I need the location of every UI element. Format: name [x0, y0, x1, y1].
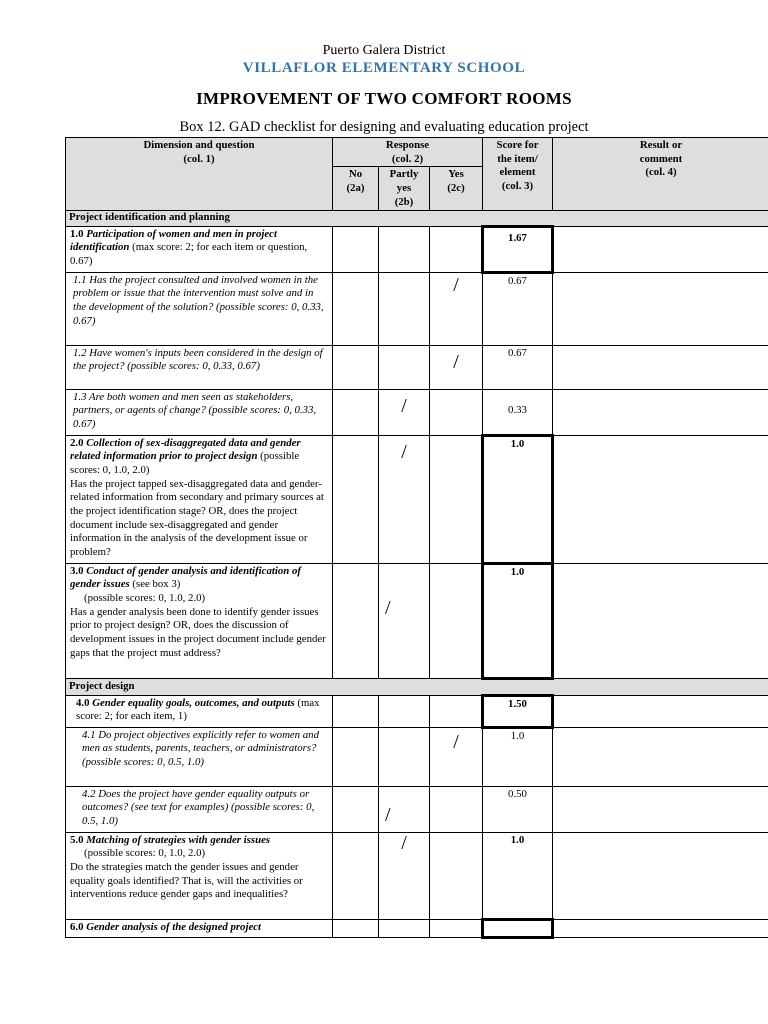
item-4-0: [66, 695, 333, 727]
cell-partly: [379, 832, 430, 919]
cell-no: [333, 226, 379, 272]
gad-checklist-table: [65, 137, 768, 939]
header-score-line1: Score for: [496, 139, 539, 151]
result-cell: [553, 272, 768, 345]
section-identification-planning: Project identification and planning: [66, 210, 768, 226]
item-question: Do the strategies match the gender issues and gender equality goals identified? That is, will the activities or interventions reduce gender gaps and inequalities?: [70, 860, 303, 901]
checklist-caption: Box 12. GAD checklist for designing and evaluating education project: [179, 119, 589, 135]
header-yes-code: (2c): [447, 182, 465, 195]
score-cell: [483, 832, 553, 919]
cell-yes: [430, 727, 483, 786]
item-text: 4.2 Does the project have gender equality outputs or outcomes? (see text for examples) (possible scores: 0, 0.5, 1.0): [82, 787, 315, 827]
cell-no: [333, 832, 379, 919]
check-mark: /: [385, 803, 391, 826]
header-response: [333, 138, 483, 167]
header-score-line3: element: [499, 166, 536, 179]
score-cell: [483, 563, 553, 678]
table-row: [66, 919, 768, 937]
check-mark: /: [453, 730, 459, 753]
cell-no: [333, 727, 379, 786]
item-1-1: [66, 272, 333, 345]
item-4-2: [66, 786, 333, 832]
cell-no: [333, 695, 379, 727]
item-note: (possible scores: 0, 1.0, 2.0): [70, 450, 300, 476]
header-result-line1: Result or: [639, 139, 683, 151]
header-result-code: (col. 4): [645, 166, 677, 179]
score-value: 1.0: [510, 565, 525, 578]
score-cell: [483, 727, 553, 786]
score-value: 1.50: [508, 697, 527, 710]
cell-partly: [379, 435, 430, 563]
cell-no: [333, 272, 379, 345]
score-value: 0.33: [508, 403, 527, 416]
check-mark: /: [401, 440, 407, 463]
score-cell: [483, 435, 553, 563]
cell-yes: [430, 832, 483, 919]
section-row: [66, 210, 768, 226]
score-value: 1.67: [508, 231, 527, 244]
header-partly: [379, 167, 430, 210]
item-6-0: [66, 919, 333, 937]
cell-no: [333, 919, 379, 937]
item-note: (max score: 2; for each item, 1): [76, 696, 320, 723]
cell-partly: [379, 226, 430, 272]
item-question: Has the project tapped sex-disaggregated data and gender-related information from secondary and primary sources at the project identification stage? OR, does the project document include sex-disaggregated and gender information in the analysis of the development issue or problem?: [70, 477, 324, 559]
header-result-line2: comment: [639, 152, 683, 165]
item-1-2: [66, 345, 333, 389]
cell-yes: [430, 919, 483, 937]
score-value: 1.0: [510, 729, 525, 742]
item-number: 2.0: [70, 436, 84, 449]
document-title: IMPROVEMENT OF TWO COMFORT ROOMS: [196, 89, 572, 108]
item-number: 5.0: [70, 833, 84, 846]
cell-partly: [379, 786, 430, 832]
header-score-code: (col. 3): [501, 180, 534, 193]
header-no-code: (2a): [346, 182, 365, 195]
result-cell: [553, 695, 768, 727]
check-mark: /: [401, 394, 407, 417]
header-col1-label: (col. 1): [183, 152, 215, 165]
score-value: 0.67: [508, 274, 527, 287]
score-cell: [483, 919, 553, 937]
table-row: [66, 389, 768, 435]
item-title: Conduct of gender analysis and identification of gender issues: [70, 564, 301, 591]
score-cell: [483, 226, 553, 272]
item-number: 3.0: [70, 564, 84, 577]
section-project-design: Project design: [66, 678, 768, 695]
score-value: 0.50: [508, 787, 527, 800]
cell-partly: [379, 389, 430, 435]
cell-partly: [379, 919, 430, 937]
score-cell: [483, 695, 553, 727]
cell-partly: [379, 272, 430, 345]
item-title: Matching of strategies with gender issues: [86, 833, 271, 846]
score-value: 0.67: [508, 346, 527, 359]
cell-no: [333, 345, 379, 389]
item-note: (see box 3): [132, 578, 181, 591]
item-number: 1.0: [70, 227, 84, 240]
item-1-0: [66, 226, 333, 272]
score-cell: [483, 389, 553, 435]
cell-yes: [430, 226, 483, 272]
check-mark: /: [453, 350, 459, 373]
result-cell: [553, 786, 768, 832]
table-row: [66, 786, 768, 832]
header-partly-code: (2b): [394, 195, 414, 208]
header-yes: [430, 167, 483, 210]
item-text: 4.1 Do project objectives explicitly refer to women and men as students, parents, teachers, or administrators? (possible scores: 0, 0.5, 1.0): [82, 728, 319, 768]
result-cell: [553, 563, 768, 678]
school-name: VILLAFLOR ELEMENTARY SCHOOL: [242, 60, 526, 76]
item-2-0: [66, 435, 333, 563]
header-partly-label2: yes: [396, 182, 412, 195]
result-cell: [553, 226, 768, 272]
result-cell: [553, 389, 768, 435]
score-cell: [483, 786, 553, 832]
header-no-label: No: [348, 168, 363, 181]
cell-yes: [430, 435, 483, 563]
check-mark: /: [453, 273, 459, 296]
header-dimension-label: Dimension and question: [143, 139, 255, 151]
item-text: 1.1 Has the project consulted and involved women in the problem or issue that the intervention must solve and in the development of the solution? (possible scores: 0, 0.33, 0.67): [73, 273, 324, 327]
result-cell: [553, 727, 768, 786]
cell-no: [333, 389, 379, 435]
header-yes-label: Yes: [448, 168, 464, 181]
item-1-3: [66, 389, 333, 435]
cell-partly: [379, 727, 430, 786]
table-row: [66, 832, 768, 919]
header-result: [553, 138, 768, 211]
table-row: [66, 695, 768, 727]
item-title: Gender equality goals, outcomes, and outputs: [92, 696, 295, 709]
header-response-label: Response: [385, 139, 430, 151]
item-text: 1.3 Are both women and men seen as stakeholders, partners, or agents of change? (possible scores: 0, 0.33, 0.67): [73, 390, 317, 430]
table-row: [66, 226, 768, 272]
table-header-row: [66, 138, 768, 167]
cell-partly: [379, 563, 430, 678]
check-mark: /: [385, 596, 391, 619]
cell-yes: [430, 786, 483, 832]
check-mark: /: [401, 831, 407, 854]
cell-yes: [430, 695, 483, 727]
item-note-scores: (possible scores: 0, 1.0, 2.0): [84, 591, 206, 604]
header-dimension: [66, 138, 333, 211]
score-value: 1.0: [510, 833, 525, 846]
item-title: Participation of women and men in project identification: [70, 227, 277, 254]
item-note: (max score: 2; for each item or question, 0.67): [70, 241, 308, 267]
item-text: 1.2 Have women's inputs been considered in the design of the project? (possible scores: 0, 0.33, 0.67): [73, 346, 323, 373]
district-name: Puerto Galera District: [322, 43, 446, 58]
header-partly-label: Partly: [389, 168, 419, 181]
item-note: (possible scores: 0, 1.0, 2.0): [84, 847, 206, 860]
cell-yes: [430, 272, 483, 345]
item-3-0: [66, 563, 333, 678]
item-number: 6.0: [70, 920, 84, 933]
cell-no: [333, 563, 379, 678]
cell-no: [333, 435, 379, 563]
item-5-0: [66, 832, 333, 919]
score-cell: [483, 345, 553, 389]
cell-no: [333, 786, 379, 832]
score-value: 1.0: [510, 437, 525, 450]
cell-yes: [430, 389, 483, 435]
cell-yes: [430, 563, 483, 678]
table-row: [66, 563, 768, 678]
cell-partly: [379, 695, 430, 727]
table-row: [66, 345, 768, 389]
cell-yes: [430, 345, 483, 389]
result-cell: [553, 345, 768, 389]
item-title: Collection of sex-disaggregated data and gender related information prior to project design: [70, 436, 301, 463]
item-4-1: [66, 727, 333, 786]
item-question: Has a gender analysis been done to identify gender issues prior to project design? OR, does the discussion of development issues in the project document include gender gaps that the project must address?: [70, 605, 326, 659]
item-number: 4.0: [76, 696, 90, 709]
table-row: [66, 435, 768, 563]
section-row: [66, 678, 768, 695]
score-cell: [483, 272, 553, 345]
header-score: [483, 138, 553, 211]
item-title: Gender analysis of the designed project: [86, 920, 262, 933]
table-row: [66, 727, 768, 786]
result-cell: [553, 435, 768, 563]
header-score-line2: the item/: [497, 152, 538, 165]
cell-partly: [379, 345, 430, 389]
result-cell: [553, 919, 768, 937]
table-row: [66, 272, 768, 345]
result-cell: [553, 832, 768, 919]
header-col2-label: (col. 2): [391, 152, 424, 165]
header-no: [333, 167, 379, 210]
